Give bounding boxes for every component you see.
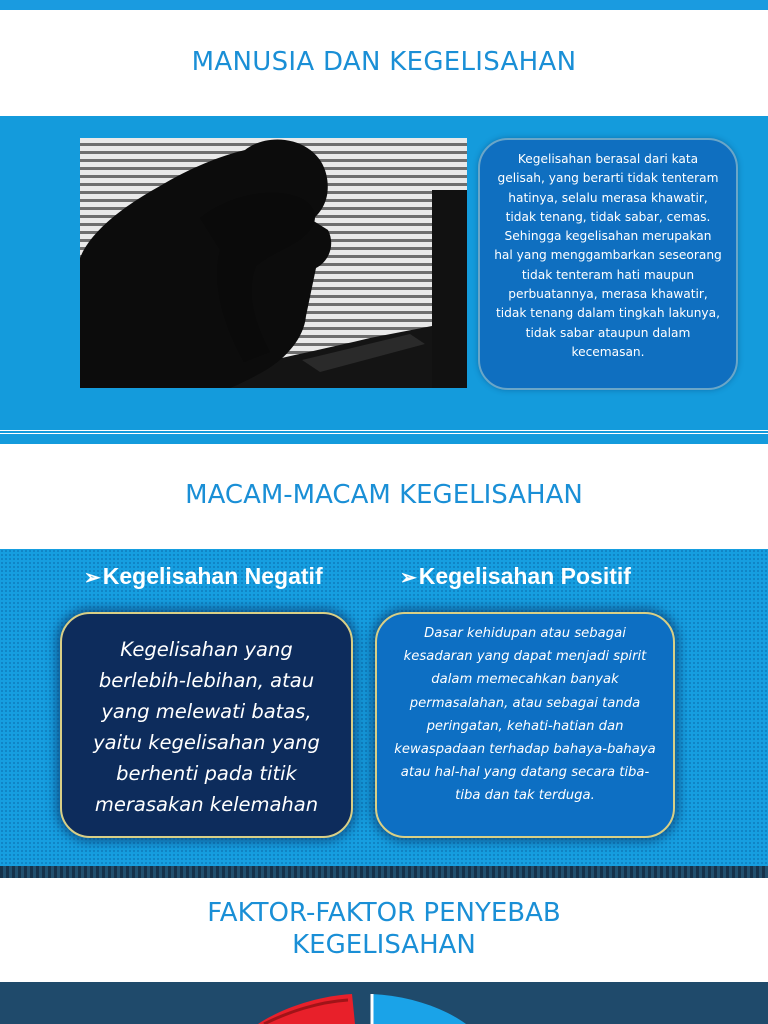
negative-description-box: Kegelisahan yang berlebih-lebihan, atau yang melewati batas, yaitu kegelisahan yang berhenti pada titik merasakan kelemahan [60, 612, 353, 838]
slide3-title-line1: FAKTOR-FAKTOR PENYEBAB [207, 898, 561, 928]
pie-segment-blue [372, 994, 466, 1024]
slide3-title-line2: KEGELISAHAN [292, 930, 476, 960]
positive-description-box: Dasar kehidupan atau sebagai kesadaran yang dapat menjadi spirit dalam memecahkan banyak permasalahan, atau sebagai tanda peringatan, kehati-hatian dan kewaspadaan terhadap bahaya-bahaya atau hal-hal yang datang secara tiba-tiba dan tak terduga. [375, 612, 675, 838]
slide3-body [0, 982, 768, 1024]
positive-heading [400, 563, 631, 590]
negative-heading [84, 563, 323, 590]
slide2-title: MACAM-MACAM KEGELISAHAN [185, 480, 583, 510]
silhouette-image [80, 138, 467, 388]
stressed-person-photo [80, 138, 467, 388]
slide1-title: MANUSIA DAN KEGELISAHAN [191, 47, 577, 77]
slide1-bottom-band [0, 434, 768, 444]
arrow-bullet-icon: ➢ [400, 567, 417, 589]
definition-box: Kegelisahan berasal dari kata gelisah, yang berarti tidak tenteram hatinya, selalu merasa khawatir, tidak tenang, tidak sabar, cemas. Sehingga kegelisahan merupakan hal yang menggambarkan seseorang tidak tenteram hati maupun perbuatannya, merasa khawatir, tidak tenang dalam tingkah lakunya, tidak sabar ataupun dalam kecemasan. [478, 138, 738, 390]
slide3-title [0, 897, 768, 961]
negative-heading-label: Kegelisahan Negatif [102, 563, 323, 589]
slide2-bottom-band [0, 866, 768, 878]
arrow-bullet-icon: ➢ [84, 567, 101, 589]
positive-heading-label: Kegelisahan Positif [418, 563, 631, 589]
pie-graphic [0, 982, 768, 1024]
slide1-divider [0, 431, 768, 433]
top-accent-strip [0, 0, 768, 10]
